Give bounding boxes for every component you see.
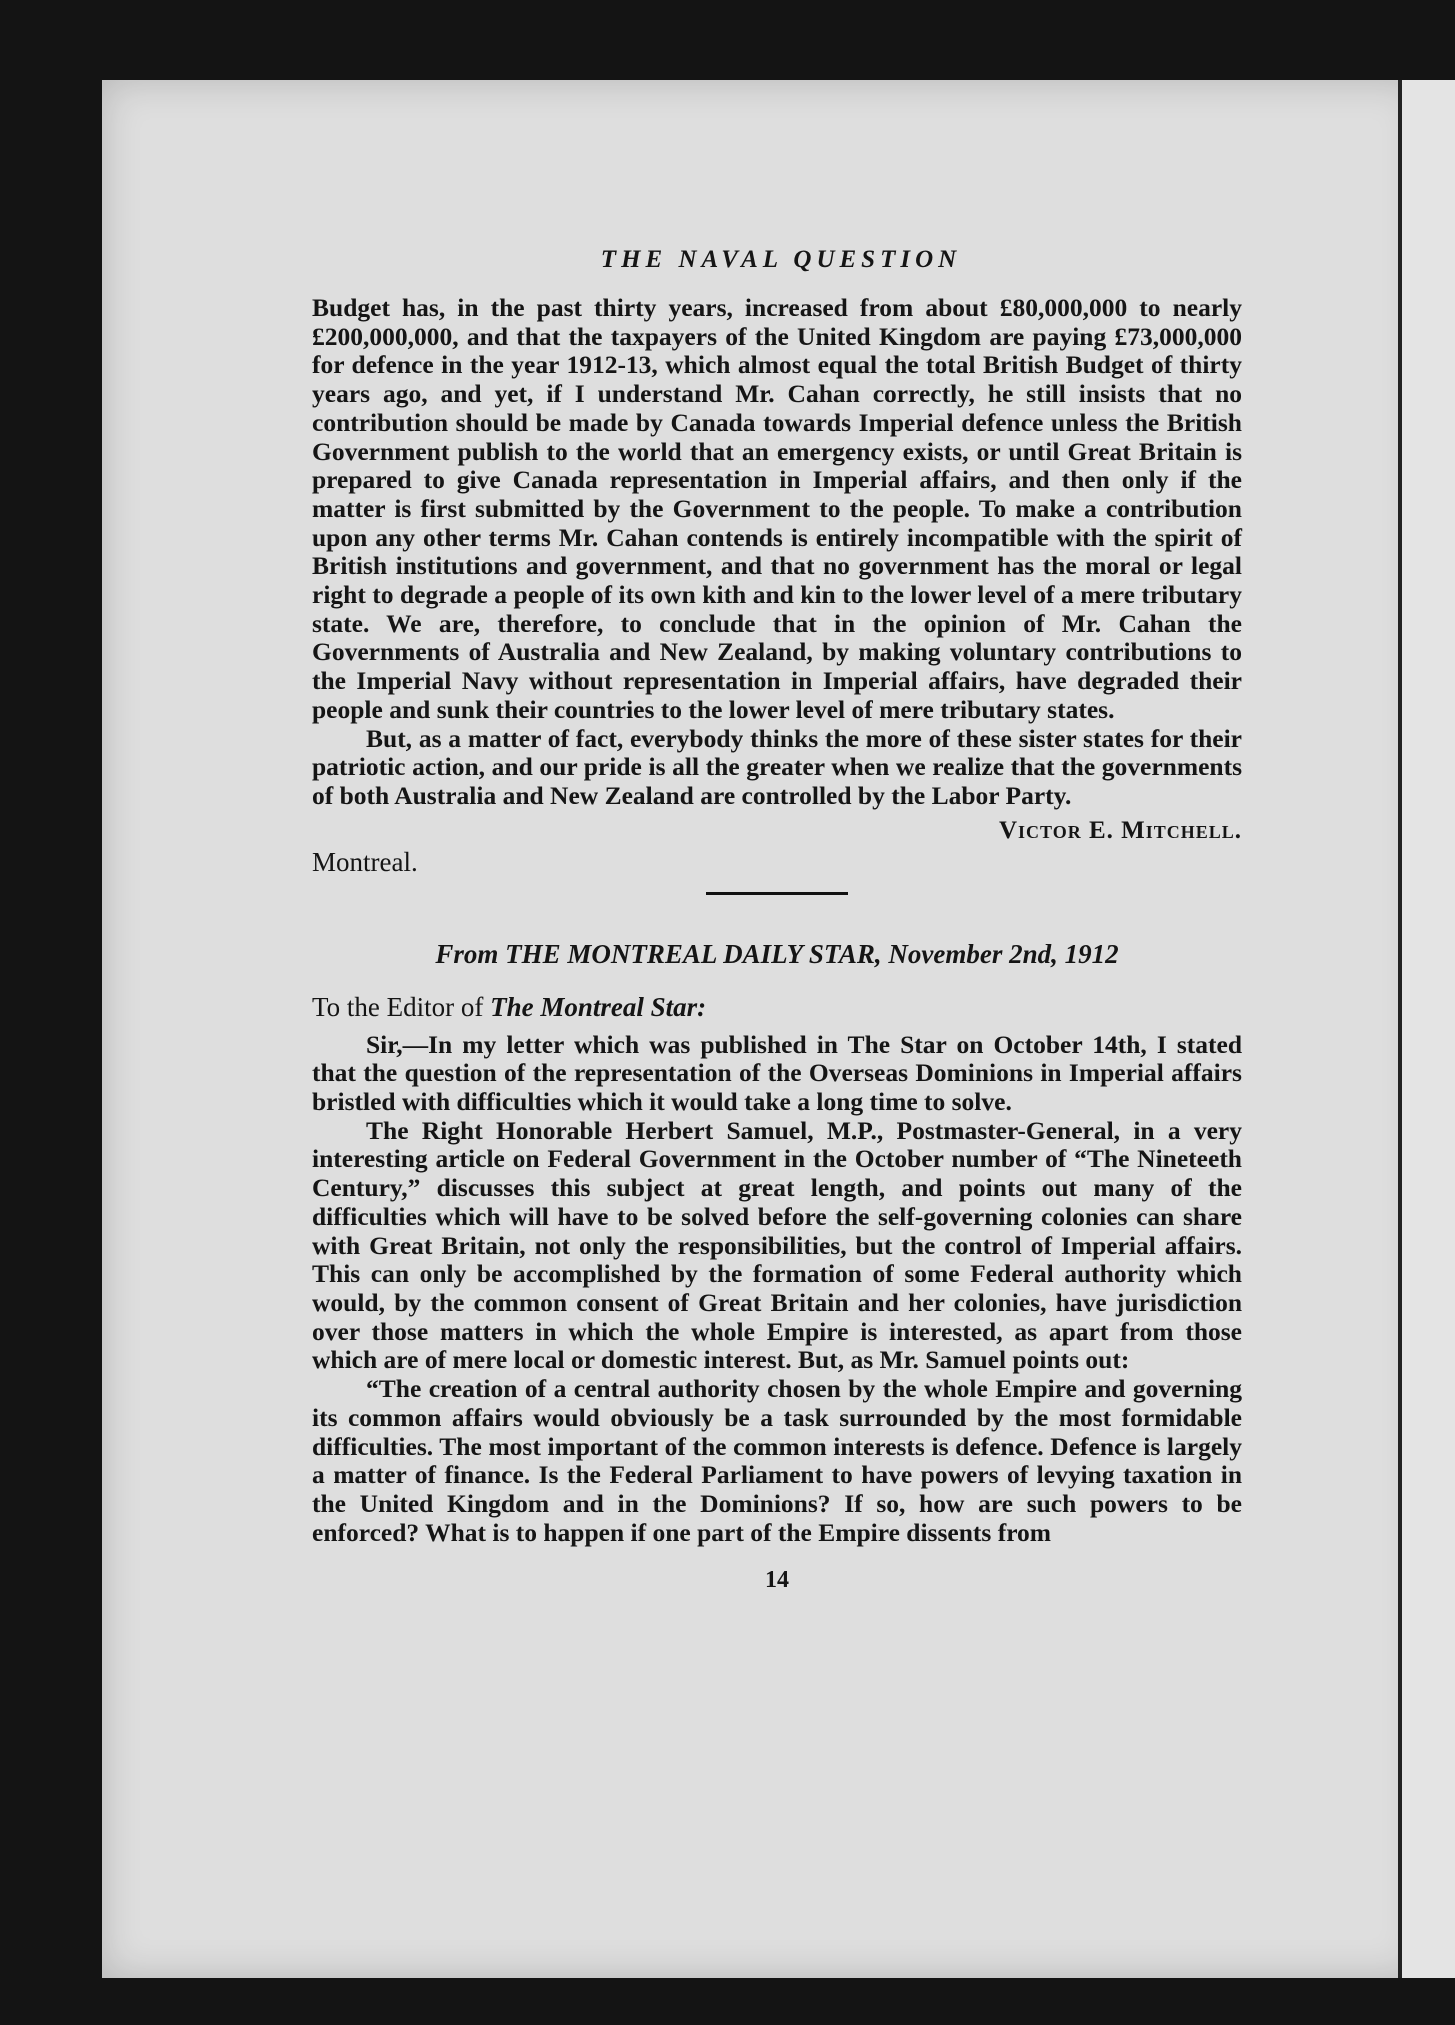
- signature: Victor E. Mitchell.: [998, 816, 1242, 844]
- letter-mitchell: [312, 294, 1242, 811]
- salutation: [312, 992, 1242, 1023]
- source-date: November 2nd, 1912: [888, 938, 1119, 969]
- paragraph: Budget has, in the past thirty years, increased from about £80,000,000 to nearly £200,000,000, and that the taxpayers of the United Kingdom are paying £73,000,000 for defence in the year 1912-13, which almost equal the total British Budget of thirty years ago, and yet, if I understand Mr. Cahan correctly, he still insists that no contribution should be made by Canada towards Imperial defence unless the British Government publish to the world that an emergency exists, or until Great Britain is prepared to give Canada representation in Imperial affairs, and then only if the matter is first submitted by the Government to the people. To make a contribution upon any other terms Mr. Cahan contends is entirely incompatible with the spirit of British institutions and government, and that no government has the moral or legal right to degrade a people of its own kith and kin to the lower level of a mere tributary state. We are, therefore, to conclude that in the opinion of Mr. Cahan the Governments of Australia and New Zealand, by making voluntary contributions to the Imperial Navy without representation in Imperial affairs, have degraded their people and sunk their countries to the lower level of mere tributary states.: [312, 293, 1242, 724]
- adjacent-page-edge: [1398, 80, 1455, 1978]
- source-prefix: From: [435, 938, 499, 969]
- source-paper: THE MONTREAL DAILY STAR,: [505, 938, 882, 969]
- paragraph: Sir,—In my letter which was published in The Star on October 14th, I stated that the question of the representation of the Overseas Dominions in Imperial affairs bristled with difficulties which it would take a long time to solve.: [312, 1029, 1242, 1117]
- salutation-prefix: To the Editor of: [312, 991, 484, 1022]
- place-line: Montreal.: [312, 846, 418, 877]
- paragraph: “The creation of a central authority chosen by the whole Empire and governing its common affairs would obviously be a task surrounded by the most formidable difficulties. The most important of the common interests is defence. Defence is largely a matter of finance. Is the Federal Parliament to have powers of levying taxation in the United Kingdom and in the Dominions? If so, how are such powers to be enforced? What is to happen if one part of the Empire dissents from: [312, 1374, 1242, 1547]
- paragraph: The Right Honorable Herbert Samuel, M.P., Postmaster-General, in a very interesting article on Federal Government in the October number of “The Nineteeth Century,” discusses this subject at great length, and points out many of the difficulties which will have to be solved before the self-governing colonies can share with Great Britain, not only the responsibilities, but the control of Imperial affairs. This can only be accomplished by the formation of some Federal authority which would, by the common consent of Great Britain and her colonies, have jurisdiction over those matters in which the whole Empire is interested, as apart from those which are of mere local or domestic interest. But, as Mr. Samuel points out:: [312, 1115, 1242, 1375]
- salutation-paper: The Montreal Star:: [490, 991, 707, 1022]
- paragraph: But, as a matter of fact, everybody thinks the more of these sister states for their patriotic action, and our pride is all the greater when we realize that the governments of both Australia and New Zealand are controlled by the Labor Party.: [312, 723, 1242, 810]
- source-heading: [312, 939, 1242, 970]
- section-divider: [706, 892, 848, 895]
- letter-second: [312, 1031, 1242, 1548]
- running-head: THE NAVAL QUESTION: [600, 246, 962, 273]
- document-page: [312, 232, 1242, 1594]
- page-number: 14: [765, 1567, 789, 1594]
